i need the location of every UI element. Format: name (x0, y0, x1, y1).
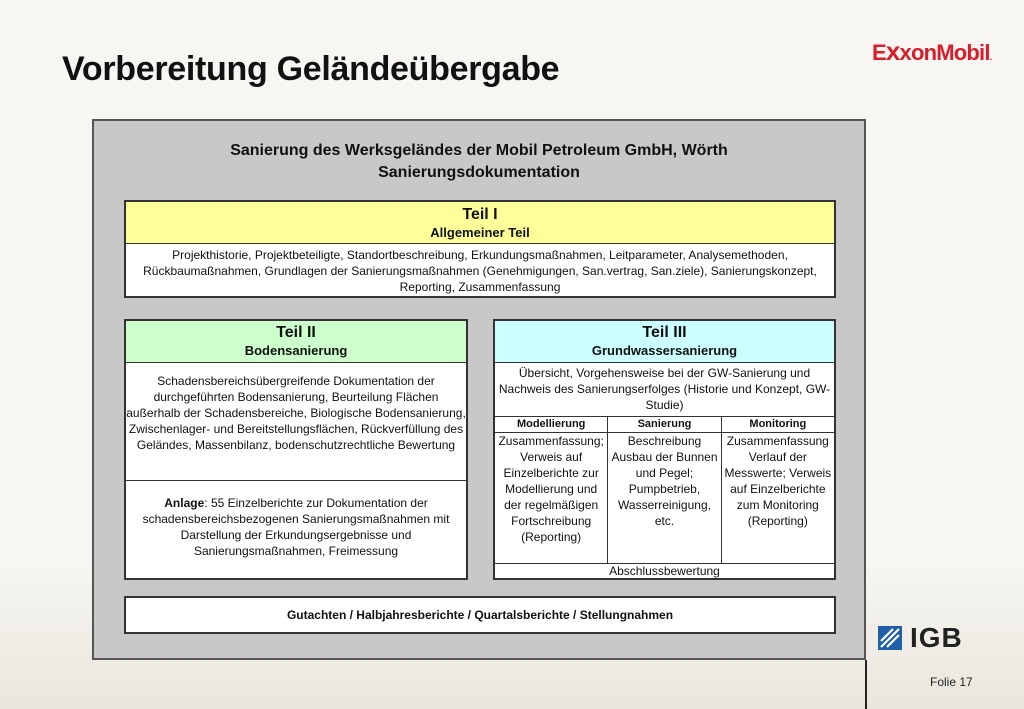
divider-line (865, 660, 867, 709)
reports-box (124, 596, 836, 634)
anlage-text: : 55 Einzelberichte zur Dokumentation der schadensbereichsbezogenen Sanierungsmaßnahmen mit Darstellung der Erkundungsergebnisse und Sanierungsmaßnahmen, Freimessung (142, 496, 450, 558)
exxonmobil-logo: ExxonMobil. (872, 36, 992, 66)
teil3-title: Teil III (642, 324, 687, 341)
column-sanierung (608, 417, 721, 563)
column-header: Sanierung (608, 417, 720, 433)
igb-text: IGB (910, 622, 963, 653)
column-text: Zusammenfassung Verlauf der Messwerte; Verweis auf Einzelberichte zum Monitoring (Reporting) (724, 434, 832, 528)
slide-title: Vorbereitung Geländeübergabe (62, 50, 560, 88)
teil2-subtitle: Bodensanierung (244, 343, 348, 358)
teil1-box (124, 200, 836, 298)
teil2-box (124, 319, 468, 580)
panel-heading-line1: Sanierung des Werksgeländes der Mobil Petroleum GmbH, Wörth (230, 142, 728, 159)
teil1-text: Projekthistorie, Projektbeteiligte, Standortbeschreibung, Erkundungsmaßnahmen, Leitparameter, Analysemethoden, Rückbaumaßnahmen, Grundlagen der Sanierungsmaßnahmen (Genehmigungen, San.vertrag, San.ziele), Sanierungskonzept, Reporting, Zusammenfassung (143, 248, 817, 294)
column-text: Beschreibung Ausbau der Bunnen und Pegel; Pumpbetrieb, Wasserreinigung, etc. (611, 434, 718, 528)
teil3-box (493, 319, 836, 580)
teil2-anlage (126, 481, 466, 559)
teil3-header (495, 321, 834, 363)
igb-mark-icon (878, 626, 902, 650)
reports-text: Gutachten / Halbjahresberichte / Quartalsberichte / Stellungnahmen (286, 608, 674, 622)
teil2-header (126, 321, 466, 363)
teil3-columns (495, 417, 834, 564)
column-header: Modellierung (495, 417, 607, 433)
teil1-title: Teil I (462, 206, 498, 223)
column-header: Monitoring (722, 417, 834, 433)
panel-heading-line2: Sanierungsdokumentation (378, 164, 580, 181)
column-monitoring (722, 417, 834, 563)
column-modellierung (495, 417, 608, 563)
teil1-subtitle: Allgemeiner Teil (430, 225, 530, 240)
igb-logo (878, 622, 963, 654)
teil3-subtitle: Grundwassersanierung (591, 343, 738, 358)
slide-number: Folie 17 (930, 675, 973, 689)
abschlussbewertung: Abschlussbewertung (609, 564, 720, 578)
teil2-title: Teil II (276, 324, 316, 341)
panel-heading (92, 140, 866, 184)
column-text: Zusammenfassung; Verweis auf Einzelberichte zur Modellierung und der regelmäßigen Fortschreibung (Reporting) (498, 434, 604, 544)
teil3-overview: Übersicht, Vorgehensweise bei der GW-Sanierung und Nachweis des Sanierungserfolges (Historie und Konzept, GW-Studie) (495, 363, 834, 417)
teil1-header (126, 202, 834, 244)
teil2-text: Schadensbereichsübergreifende Dokumentation der durchgeführten Bodensanierung, Beurteilung Flächen außerhalb der Schadensbereiche, Biologische Bodensanierung, Zwischenlager- und Bereitstellungsflächen, Rückverfüllung des Geländes, Massenbilanz, bodenschutzrechtliche Bewertung (126, 363, 466, 481)
anlage-label: Anlage (164, 496, 205, 510)
